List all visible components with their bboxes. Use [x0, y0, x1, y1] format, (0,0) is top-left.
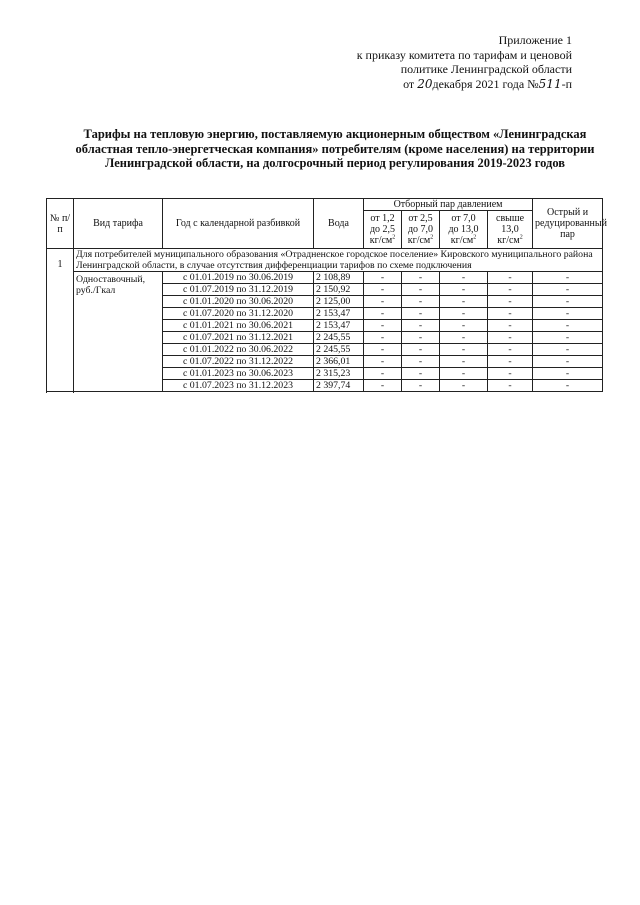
water-tariff-cell: 2 245,55 [314, 344, 364, 356]
empty-tariff-cell: - [440, 332, 488, 344]
empty-tariff-cell: - [402, 368, 440, 380]
empty-tariff-cell: - [533, 308, 603, 320]
empty-tariff-cell: - [440, 308, 488, 320]
empty-tariff-cell: - [364, 308, 402, 320]
water-tariff-cell: 2 108,89 [314, 272, 364, 284]
header-tariff-type: Вид тарифа [74, 199, 163, 249]
water-tariff-cell: 2 125,00 [314, 296, 364, 308]
empty-tariff-cell: - [402, 272, 440, 284]
empty-tariff-cell: - [402, 344, 440, 356]
water-tariff-cell: 2 397,74 [314, 380, 364, 392]
empty-tariff-cell: - [533, 380, 603, 392]
header-num: № п/п [47, 199, 74, 249]
empty-tariff-cell: - [364, 296, 402, 308]
empty-tariff-cell: - [533, 368, 603, 380]
header-steam-2: от 2,5 до 7,0 $кг/см^2$ [402, 211, 440, 249]
empty-tariff-cell: - [440, 320, 488, 332]
empty-tariff-cell: - [402, 380, 440, 392]
empty-tariff-cell: - [533, 272, 603, 284]
empty-tariff-cell: - [440, 344, 488, 356]
period-cell: с 01.07.2019 по 31.12.2019 [163, 284, 314, 296]
empty-tariff-cell: - [402, 296, 440, 308]
table-row [47, 272, 603, 284]
empty-tariff-cell: - [364, 356, 402, 368]
empty-tariff-cell: - [488, 272, 533, 284]
empty-tariff-cell: - [533, 356, 603, 368]
empty-tariff-cell: - [488, 296, 533, 308]
empty-tariff-cell: - [440, 284, 488, 296]
empty-tariff-cell: - [533, 332, 603, 344]
empty-tariff-cell: - [488, 332, 533, 344]
empty-tariff-cell: - [533, 344, 603, 356]
empty-tariff-cell: - [402, 308, 440, 320]
empty-tariff-cell: - [364, 272, 402, 284]
group-description: Для потребителей муниципального образования «Отрадненское городское поселение» Кировского муниципального района Ленинградской области, в случае отсутствия дифференциации тарифов по схеме подключения [74, 249, 603, 272]
empty-tariff-cell: - [364, 332, 402, 344]
header-steam-group: Отборный пар давлением [364, 199, 533, 211]
empty-tariff-cell: - [488, 356, 533, 368]
period-cell: с 01.01.2022 по 30.06.2022 [163, 344, 314, 356]
header-steam-1: от 1,2 до 2,5 $кг/см^2$ [364, 211, 402, 249]
period-cell: с 01.01.2020 по 30.06.2020 [163, 296, 314, 308]
header-year: Год с календарной разбивкой [163, 199, 314, 249]
tariff-type-cell: Одноставочный, руб./Гкал [74, 272, 163, 392]
date-day: 20 [417, 76, 433, 91]
empty-tariff-cell: - [440, 272, 488, 284]
order-suffix: -п [561, 76, 572, 91]
empty-tariff-cell: - [364, 380, 402, 392]
period-cell: с 01.07.2022 по 31.12.2022 [163, 356, 314, 368]
empty-tariff-cell: - [364, 320, 402, 332]
empty-tariff-cell: - [533, 320, 603, 332]
empty-tariff-cell: - [402, 356, 440, 368]
group-number: 1 [47, 249, 74, 392]
empty-tariff-cell: - [440, 296, 488, 308]
water-tariff-cell: 2 245,55 [314, 332, 364, 344]
empty-tariff-cell: - [488, 344, 533, 356]
header-steam-3: от 7,0 до 13,0 $кг/см^2$ [440, 211, 488, 249]
water-tariff-cell: 2 150,92 [314, 284, 364, 296]
appendix-line-1: Приложение 1 [498, 33, 572, 47]
order-number: 511 [538, 76, 562, 91]
water-tariff-cell: 2 315,23 [314, 368, 364, 380]
period-cell: с 01.07.2023 по 31.12.2023 [163, 380, 314, 392]
empty-tariff-cell: - [488, 320, 533, 332]
appendix-block [312, 33, 572, 91]
empty-tariff-cell: - [440, 380, 488, 392]
header-water: Вода [314, 199, 364, 249]
empty-tariff-cell: - [440, 356, 488, 368]
empty-tariff-cell: - [533, 284, 603, 296]
empty-tariff-cell: - [533, 296, 603, 308]
period-cell: с 01.07.2020 по 31.12.2020 [163, 308, 314, 320]
document-title: Тарифы на тепловую энергию, поставляемую акционерным обществом «Ленинградская областная тепло-энергетческая компания» потребителям (кроме населения) на территории Ленинградской области, на долгосрочный период регулирования 2019-2023 годов [75, 127, 595, 170]
empty-tariff-cell: - [364, 284, 402, 296]
appendix-date-line [312, 77, 572, 92]
empty-tariff-cell: - [488, 308, 533, 320]
tariff-table [46, 198, 607, 392]
empty-tariff-cell: - [402, 332, 440, 344]
appendix-line-2: к приказу комитета по тарифам и ценовой [356, 47, 572, 62]
empty-tariff-cell: - [364, 368, 402, 380]
water-tariff-cell: 2 153,47 [314, 308, 364, 320]
period-cell: с 01.01.2023 по 30.06.2023 [163, 368, 314, 380]
empty-tariff-cell: - [402, 320, 440, 332]
empty-tariff-cell: - [440, 368, 488, 380]
empty-tariff-cell: - [402, 284, 440, 296]
period-cell: с 01.01.2019 по 30.06.2019 [163, 272, 314, 284]
period-cell: с 01.07.2021 по 31.12.2021 [163, 332, 314, 344]
date-mid: декабря 2021 года № [432, 76, 539, 91]
header-steam-4: свыше 13,0 $кг/см^2$ [488, 211, 533, 249]
appendix-line-3: политике Ленинградской области [400, 62, 572, 76]
water-tariff-cell: 2 153,47 [314, 320, 364, 332]
period-cell: с 01.01.2021 по 30.06.2021 [163, 320, 314, 332]
water-tariff-cell: 2 366,01 [314, 356, 364, 368]
empty-tariff-cell: - [488, 380, 533, 392]
empty-tariff-cell: - [364, 344, 402, 356]
header-sharp-steam: Острый и редуцированный пар [533, 199, 603, 249]
date-prefix: от [403, 76, 415, 91]
empty-tariff-cell: - [488, 284, 533, 296]
empty-tariff-cell: - [488, 368, 533, 380]
